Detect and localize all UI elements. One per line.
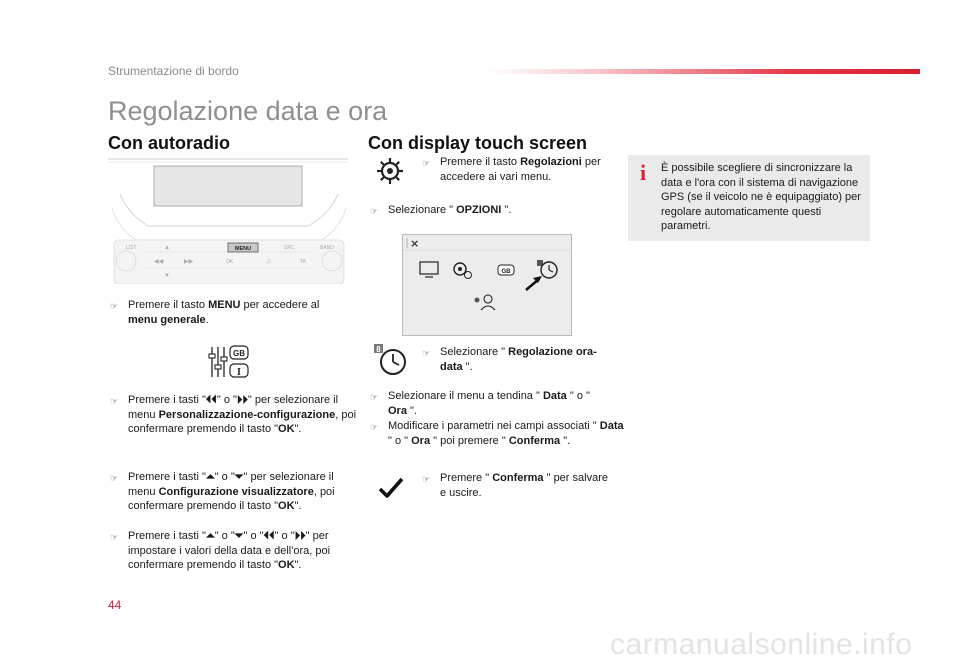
text: ".	[501, 204, 512, 216]
checkmark-icon	[378, 476, 404, 500]
text: Selezionare "	[388, 204, 457, 216]
text: , poi confermare premendo il tasto "	[128, 408, 357, 435]
mid-step-1	[420, 155, 616, 184]
bullet-icon: ☞	[422, 348, 431, 358]
menu-name: Regolazione ora-data	[440, 346, 597, 373]
text: " poi premere "	[430, 434, 509, 447]
data-label: Data	[599, 420, 624, 432]
gb-badge-text: GB	[501, 269, 511, 275]
page-number: 44	[108, 598, 122, 612]
bullet-icon: ☞	[110, 532, 119, 542]
svg-text:BAND: BAND	[320, 245, 334, 251]
down-arrow-key: ⏷	[234, 530, 244, 542]
svg-text:I: I	[237, 367, 241, 378]
bullet-icon: ☞	[370, 206, 379, 216]
text: Selezionare "	[440, 346, 509, 358]
text: " per salvare e uscire.	[440, 472, 608, 499]
text: " o "	[216, 394, 237, 406]
text: , poi confermare premendo il tasto "	[128, 485, 335, 512]
svg-text:♫: ♫	[266, 258, 272, 265]
mid-step-5	[368, 419, 624, 448]
touchscreen-options-illustration	[402, 234, 572, 336]
text: " per impostare i valori della data e dell'ora, poi confermare premendo il tasto "	[128, 530, 331, 571]
right-arrow-key: ⏵⏵	[236, 394, 248, 406]
bullet-icon: ☞	[110, 396, 119, 406]
confirm-label: Conferma	[492, 472, 544, 484]
text: ".	[294, 500, 302, 512]
info-icon: i	[640, 160, 647, 185]
ok-key-label: OK	[278, 423, 295, 435]
text: ".	[462, 360, 473, 373]
text: ".	[294, 423, 302, 435]
left-step-4	[108, 529, 356, 573]
text: " per selezionare il menu	[128, 471, 334, 498]
svg-text:MENU: MENU	[234, 246, 252, 252]
bullet-icon: ☞	[422, 474, 431, 484]
text: " o "	[214, 530, 235, 542]
menu-name: menu generale	[128, 313, 206, 326]
svg-text:TA: TA	[300, 259, 307, 265]
down-arrow-key: ⏷	[234, 471, 244, 483]
menu-name: Personalizzazione-configurazione	[158, 408, 336, 421]
ora-label: Ora	[411, 434, 431, 447]
watermark: carmanualsonline.info	[610, 628, 913, 661]
gb-badge-text: GB	[233, 349, 245, 358]
mid-step-2	[368, 203, 608, 218]
mid-step-3	[420, 345, 616, 374]
left-step-2	[108, 393, 356, 437]
left-arrow-key: ⏴⏴	[205, 394, 217, 406]
text: Premere i tasti "	[128, 394, 206, 406]
bullet-icon: ☞	[110, 301, 119, 311]
mid-step-4	[368, 389, 608, 418]
text: ".	[406, 404, 417, 417]
menu-key-label: MENU	[208, 299, 241, 311]
up-arrow-key: ⏶	[205, 530, 215, 542]
text: " o "	[566, 390, 590, 402]
left-step-1	[108, 298, 348, 327]
text: " o "	[243, 530, 264, 542]
text: .	[205, 313, 209, 326]
section-label: Strumentazione di bordo	[108, 64, 239, 78]
text: Premere i tasti "	[128, 530, 206, 542]
page-title: Regolazione data e ora	[108, 96, 388, 126]
close-icon: ×	[410, 237, 420, 250]
heading-autoradio: Con autoradio	[108, 133, 230, 153]
up-arrow-key: ⏶	[205, 471, 215, 483]
text: ".	[560, 434, 571, 447]
text: per accedere al	[240, 299, 320, 311]
svg-text:OK: OK	[226, 259, 234, 265]
menu-name: Configurazione visualizzatore	[158, 485, 314, 498]
options-label: OPZIONI	[456, 204, 502, 216]
info-text: È possibile scegliere di sincronizzare la data e l'ora con il sistema di navigazione GPS (se il veicolo ne è equipaggiato) per regolare automaticamente questi parametri.	[661, 162, 861, 232]
text: Premere i tasti "	[128, 471, 206, 483]
header-accent-bar	[488, 69, 920, 74]
text: per accedere ai vari menu.	[440, 156, 601, 183]
left-arrow-key: ⏴⏴	[263, 530, 275, 542]
svg-text:◀◀: ◀◀	[154, 259, 164, 265]
confirm-label: Conferma	[508, 434, 561, 447]
bullet-icon: ☞	[110, 473, 119, 483]
text: Premere "	[440, 472, 493, 484]
bullet-icon: ☞	[370, 422, 379, 432]
bullet-icon: ☞	[370, 392, 379, 402]
text: ".	[294, 559, 302, 571]
svg-text:▲: ▲	[164, 245, 170, 251]
svg-text:8: 8	[376, 345, 381, 354]
customization-config-icon	[208, 344, 250, 380]
text: " o "	[214, 471, 235, 483]
text: Premere il tasto	[440, 156, 521, 168]
text: " o "	[274, 530, 295, 542]
ora-label: Ora	[388, 404, 407, 417]
clock-icon	[372, 342, 410, 378]
text: Selezionare il menu a tendina "	[388, 390, 543, 402]
right-arrow-key: ⏵⏵	[294, 530, 306, 542]
data-label: Data	[542, 390, 567, 402]
text: " o "	[388, 434, 412, 447]
text: Premere il tasto	[128, 299, 209, 311]
svg-text:▼: ▼	[164, 273, 170, 279]
svg-text:SRC: SRC	[284, 245, 295, 251]
heading-touch-screen: Con display touch screen	[368, 133, 588, 153]
radio-panel-illustration	[108, 156, 350, 284]
settings-gear-icon	[375, 156, 405, 186]
text: Modificare i parametri nei campi associati "	[388, 420, 600, 432]
ok-key-label: OK	[278, 559, 295, 571]
settings-key-label: Regolazioni	[520, 156, 582, 168]
svg-text:LIST: LIST	[126, 245, 137, 251]
ok-key-label: OK	[278, 500, 295, 512]
bullet-icon: ☞	[422, 158, 431, 168]
left-step-3	[108, 470, 356, 514]
mid-step-6	[420, 471, 616, 500]
text: " per selezionare il menu	[128, 394, 339, 421]
svg-text:▶▶: ▶▶	[184, 259, 194, 265]
